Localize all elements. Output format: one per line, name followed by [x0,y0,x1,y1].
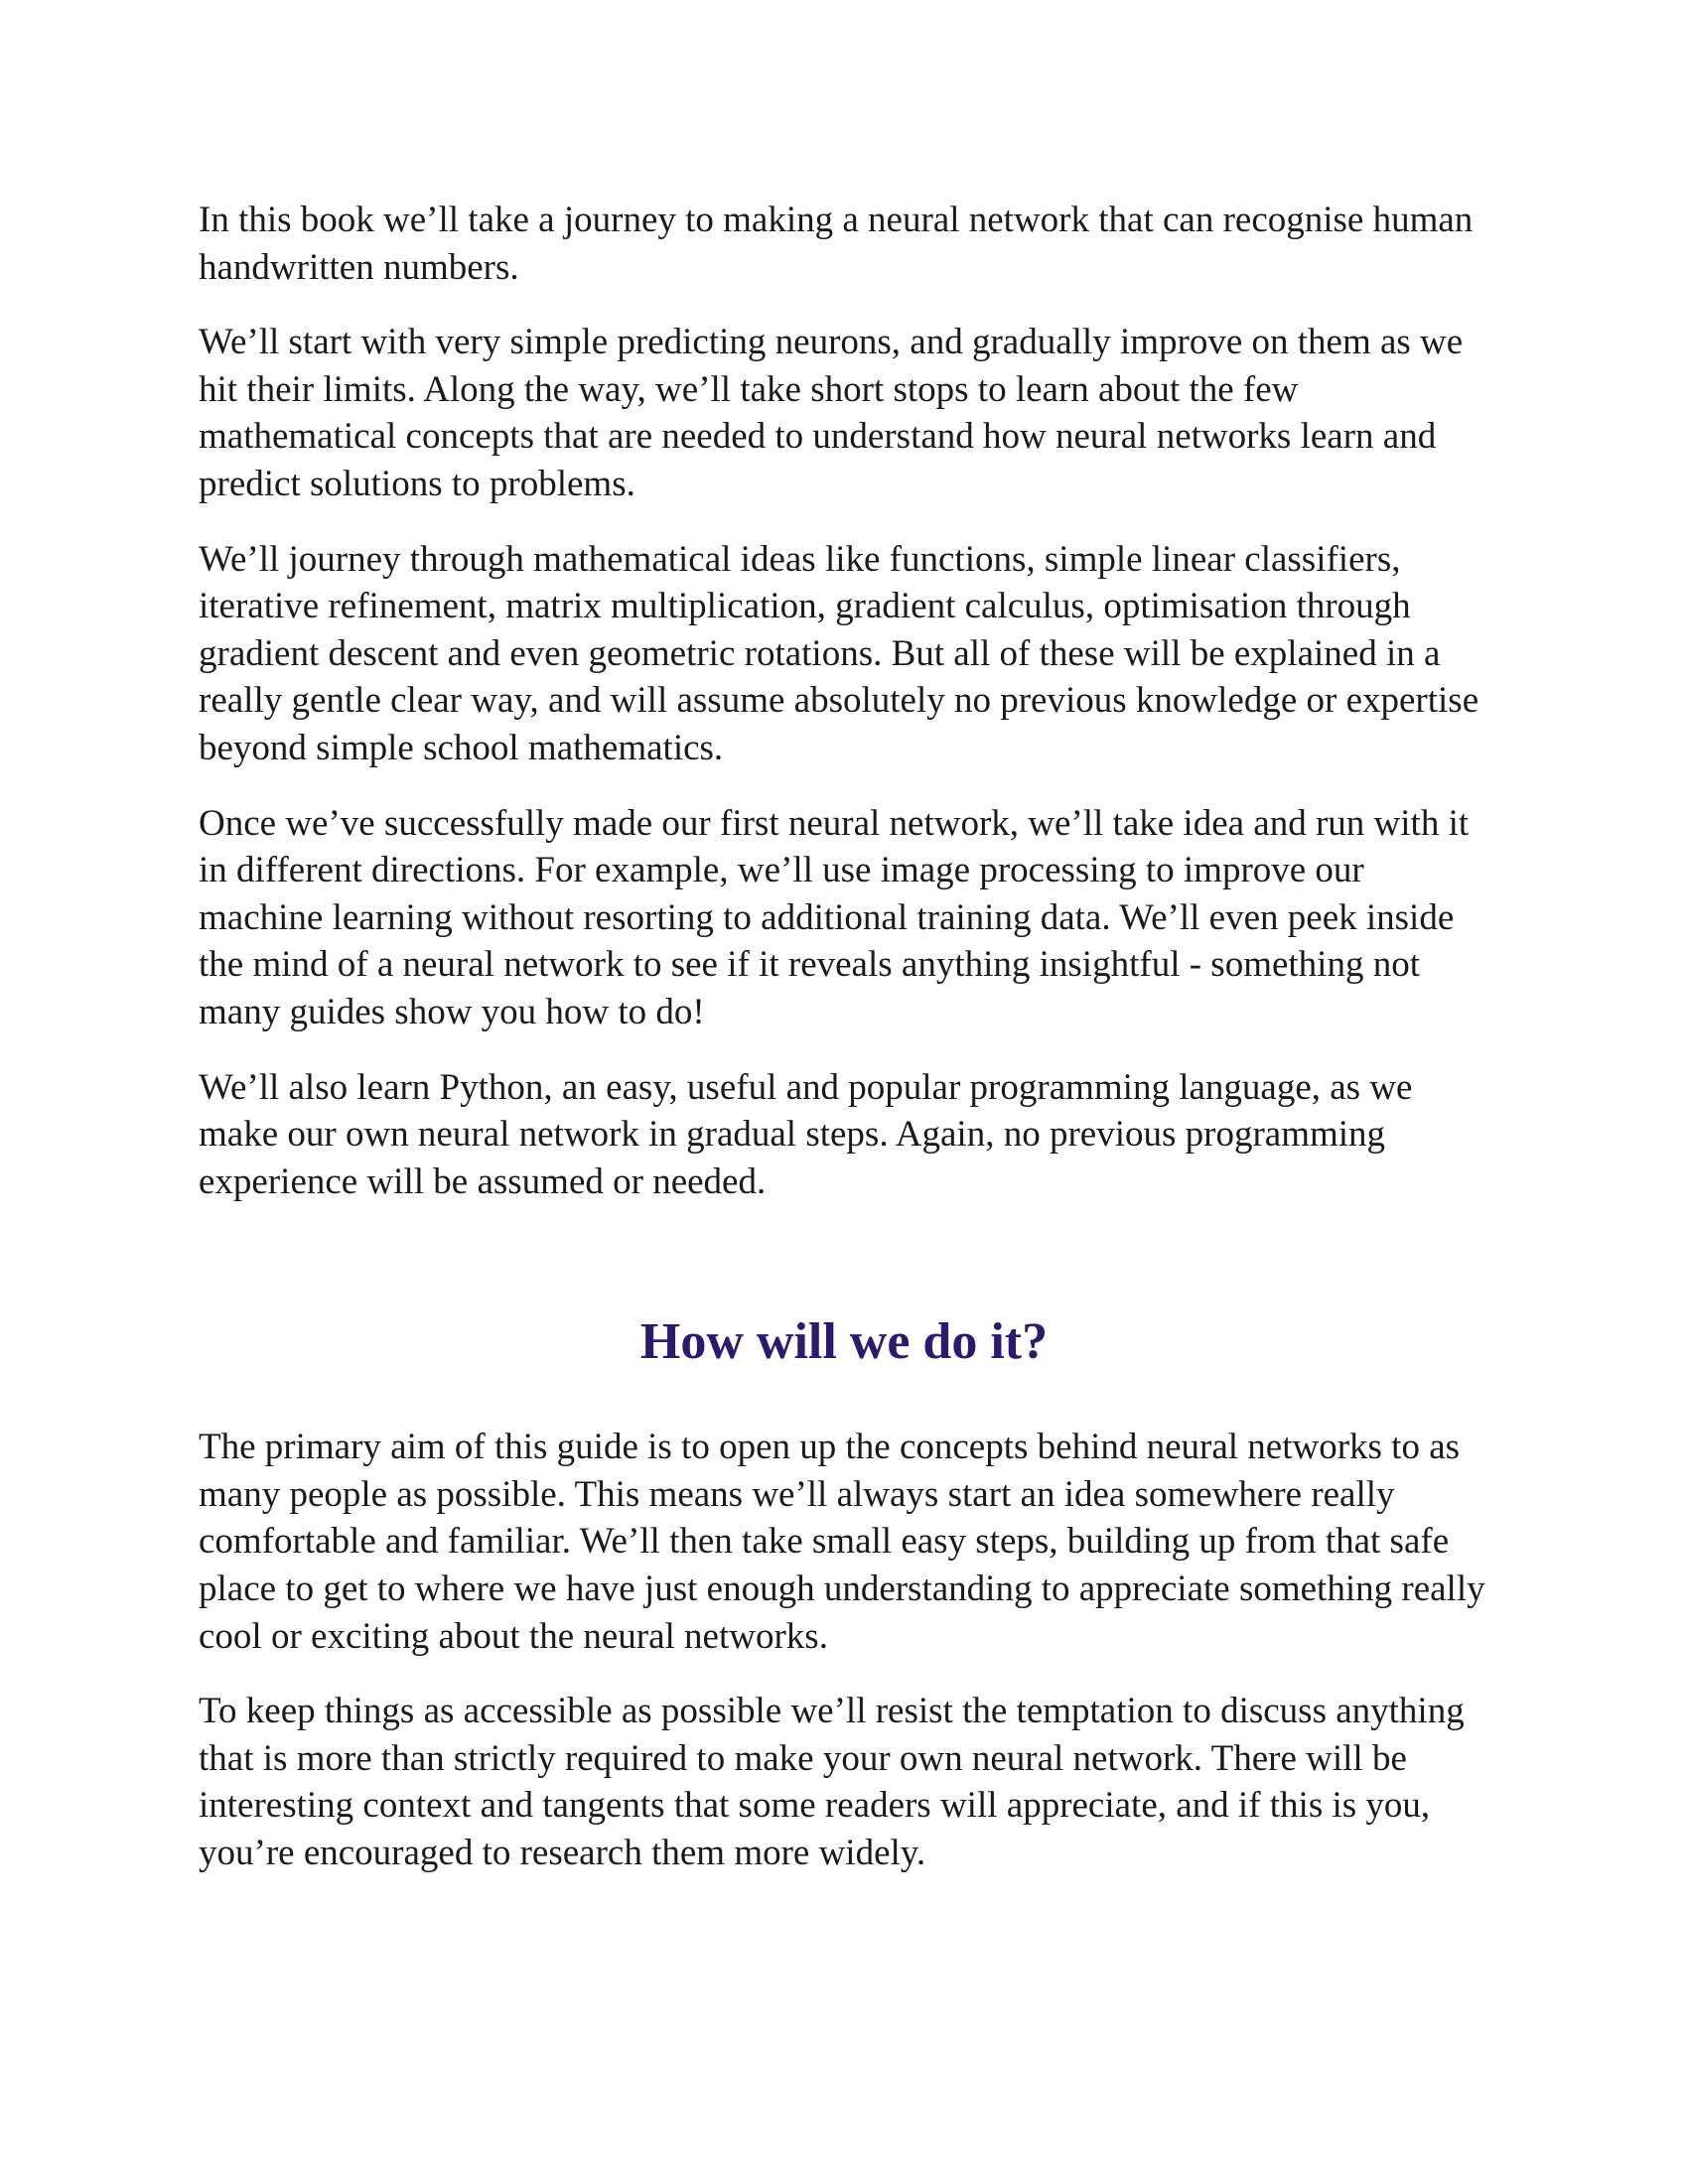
section-heading: How will we do it? [639,1313,1049,1371]
intro-paragraph-3: We’ll journey through mathematical ideas like functions, simple linear classifiers, iterative refinement, matrix multiplication, gradient calculus, optimisation through gradient descent and even geometric rotations. But all of these will be explained in a really gentle clear way, and will assume absolutely no previous knowledge or expertise beyond simple school mathematics. [199,538,1479,768]
section-spacer [199,1233,1489,1312]
section-paragraph-2: To keep things as accessible as possible we’ll resist the temptation to discuss anything that is more than strictly required to make your own neural network. There will be interesting context and tangents that some readers will appreciate, and if this is you, you’re encouraged to research them more widely. [199,1691,1465,1874]
intro-paragraph-4: Once we’ve successfully made our first neural network, we’ll take idea and run with it in different directions. For example, we’ll use image processing to improve our machine learning without resorting to additional training data. We’ll even peek inside the mind of a neural network to see if it reveals anything insightful - something not many guides show you how to do! [199,802,1470,1032]
section-paragraph-1: The primary aim of this guide is to open up the concepts behind neural networks to as many people as possible. This means we’ll always start an idea somewhere really comfortable and familiar. We’ll then take small easy steps, building up from that safe place to get to where we have just enough understanding to appreciate something really cool or exciting about the neural networks. [199,1427,1485,1657]
intro-paragraph-1: In this book we’ll take a journey to making a neural network that can recognise human handwritten numbers. [199,200,1474,288]
intro-paragraph-2: We’ll start with very simple predicting neurons, and gradually improve on them as we hit their limits. Along the way, we’ll take short stops to learn about the few mathematical concepts that are needed to understand how neural networks learn and predict solutions to problems. [199,322,1464,504]
intro-paragraph-5: We’ll also learn Python, an easy, useful and popular programming language, as we make our own neural network in gradual steps. Again, no previous programming experience will be assumed or needed. [199,1066,1413,1202]
page-content [199,197,1489,1905]
